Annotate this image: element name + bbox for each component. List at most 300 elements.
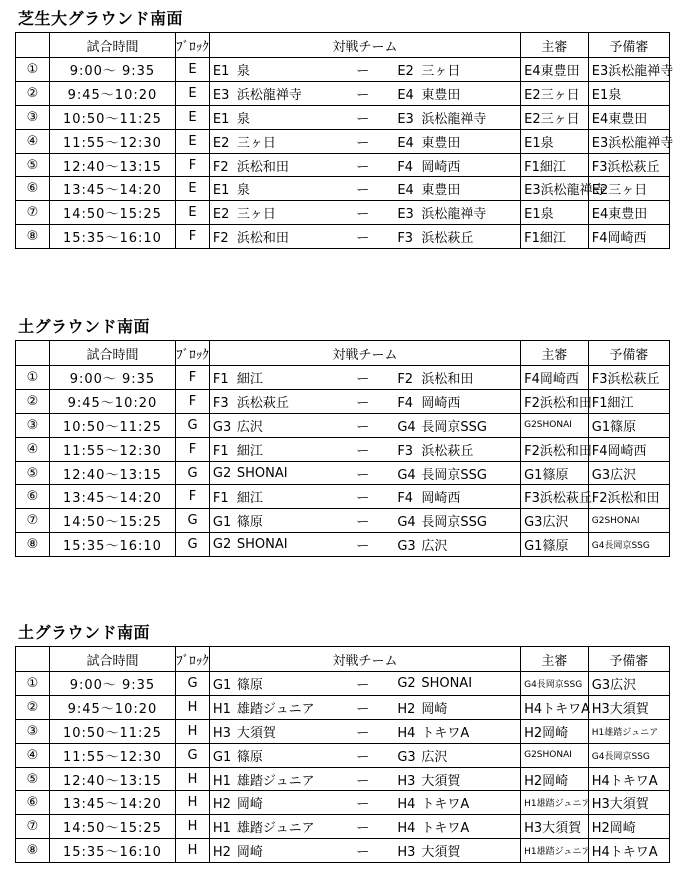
team-2-cell: [394, 695, 520, 719]
match-time: 14:50～15:25: [49, 815, 175, 839]
referee: H1雄踏ジュニア: [521, 839, 589, 863]
referee: G1篠原: [521, 533, 589, 557]
match-time: 10:50～11:25: [49, 105, 175, 129]
team-1-cell: [209, 58, 331, 82]
match-block: G: [176, 672, 210, 696]
team-1-code: F3: [212, 395, 229, 411]
team-2-code: G2: [397, 675, 416, 691]
team-1-cell: [209, 791, 331, 815]
referee: G4長岡京SSG: [521, 672, 589, 696]
match-block: F: [176, 485, 210, 509]
team-1-name: 浜松和田: [236, 231, 289, 247]
team-2-cell: [394, 437, 520, 461]
team-1-code: F1: [212, 371, 229, 387]
team-1-code: F2: [212, 159, 229, 175]
team-1-code: E1: [212, 63, 230, 79]
versus-dash: ー: [331, 485, 394, 509]
team-1-cell: [209, 461, 331, 485]
reserve-referee: E3浜松龍禅寺: [588, 58, 669, 82]
team-2-code: H4: [397, 725, 416, 741]
team-2-cell: [394, 839, 520, 863]
team-2-code: F4: [397, 491, 414, 507]
match-number: ⑦: [16, 201, 50, 225]
section-title: 土グラウンド南面: [18, 623, 151, 642]
match-time: 13:45～14:20: [49, 177, 175, 201]
section-title: 土グラウンド南面: [18, 317, 151, 336]
table-row: [16, 461, 670, 485]
team-2-name: 三ヶ日: [421, 63, 461, 79]
table-row: [16, 437, 670, 461]
team-2-code: E3: [397, 111, 414, 127]
versus-dash: ー: [331, 695, 394, 719]
match-block: H: [176, 695, 210, 719]
team-1-name: 浜松萩丘: [236, 395, 289, 411]
team-1-name: 泉: [236, 183, 250, 199]
versus-dash: ー: [331, 791, 394, 815]
team-2-cell: [394, 509, 520, 533]
team-1-name: 大須賀: [236, 725, 276, 741]
versus-dash: ー: [331, 509, 394, 533]
team-1-code: G2: [212, 537, 232, 553]
referee: G1篠原: [521, 461, 589, 485]
team-1-code: G1: [212, 677, 232, 693]
reserve-referee: E3浜松龍禅寺: [588, 129, 669, 153]
team-1-name: 泉: [236, 111, 250, 127]
team-1-code: H3: [212, 725, 231, 741]
team-2-cell: [394, 225, 520, 249]
match-block: G: [176, 461, 210, 485]
schedule-table: [15, 32, 674, 249]
table-row: [16, 672, 670, 696]
match-time: 15:35～16:10: [49, 839, 175, 863]
versus-dash: ー: [331, 153, 394, 177]
versus-dash: ー: [331, 177, 394, 201]
versus-dash: ー: [331, 533, 394, 557]
versus-dash: ー: [331, 767, 394, 791]
table-row: [16, 839, 670, 863]
team-2-code: F4: [397, 395, 414, 411]
table-row: [16, 719, 670, 743]
team-2-code: G3: [397, 539, 416, 555]
referee: H2岡崎: [521, 719, 589, 743]
match-number: ①: [16, 366, 50, 390]
reserve-referee: E4東豊田: [588, 201, 669, 225]
header-block: ﾌﾞﾛｯｸ: [176, 647, 210, 672]
match-number: ①: [16, 672, 50, 696]
header-num-cell: [16, 33, 50, 58]
team-2-cell: [394, 177, 520, 201]
team-1-code: E2: [212, 207, 230, 223]
reserve-referee: G2SHONAI: [588, 509, 669, 533]
team-1-name: 雄踏ジュニア: [236, 701, 315, 717]
team-1-cell: [209, 743, 331, 767]
referee: F3浜松萩丘: [521, 485, 589, 509]
match-block: F: [176, 153, 210, 177]
header-num-cell: [16, 647, 50, 672]
match-block: E: [176, 177, 210, 201]
team-2-code: F3: [397, 231, 414, 247]
team-1-cell: [209, 485, 331, 509]
team-1-name: 泉: [236, 63, 250, 79]
match-time: 14:50～15:25: [49, 201, 175, 225]
team-1-code: H1: [212, 773, 231, 789]
reserve-referee: E4東豊田: [588, 105, 669, 129]
team-2-code: H4: [397, 797, 416, 813]
header-referee: 主審: [521, 341, 589, 366]
team-1-name: 篠原: [236, 515, 263, 531]
match-time: 12:40～13:15: [49, 461, 175, 485]
match-time: 9:45～10:20: [49, 81, 175, 105]
team-2-cell: [394, 672, 520, 696]
team-2-code: H4: [397, 821, 416, 837]
match-block: G: [176, 413, 210, 437]
team-2-cell: [394, 153, 520, 177]
header-block: ﾌﾞﾛｯｸ: [176, 33, 210, 58]
team-2-name: 浜松龍禅寺: [421, 207, 487, 223]
versus-dash: ー: [331, 672, 394, 696]
reserve-referee: G4長岡京SSG: [588, 743, 669, 767]
reserve-referee: G3広沢: [588, 672, 669, 696]
team-2-code: E4: [397, 135, 414, 151]
team-2-cell: [394, 485, 520, 509]
reserve-referee: F2浜松和田: [588, 485, 669, 509]
table-row: [16, 177, 670, 201]
team-2-name: 長岡京SSG: [421, 419, 487, 435]
team-1-cell: [209, 201, 331, 225]
team-2-cell: [394, 81, 520, 105]
table-row: [16, 509, 670, 533]
match-time: 11:55～12:30: [49, 437, 175, 461]
match-number: ⑦: [16, 509, 50, 533]
team-1-cell: [209, 719, 331, 743]
team-2-name: 岡崎西: [421, 395, 461, 411]
reserve-referee: H4トキワA: [588, 767, 669, 791]
referee: E2三ヶ日: [521, 81, 589, 105]
team-2-name: SHONAI: [421, 675, 473, 691]
match-block: H: [176, 791, 210, 815]
reserve-referee: H1雄踏ジュニア: [588, 719, 669, 743]
reserve-referee: G1篠原: [588, 413, 669, 437]
team-1-cell: [209, 533, 331, 557]
header-referee: 主審: [521, 33, 589, 58]
team-1-cell: [209, 695, 331, 719]
team-1-code: E2: [212, 135, 230, 151]
match-time: 15:35～16:10: [49, 225, 175, 249]
team-1-code: G1: [212, 515, 232, 531]
team-1-cell: [209, 389, 331, 413]
header-reserve: 予備審: [588, 33, 669, 58]
team-1-code: E1: [212, 111, 230, 127]
match-number: ⑧: [16, 839, 50, 863]
reserve-referee: E1泉: [588, 81, 669, 105]
team-2-name: 浜松和田: [421, 371, 474, 387]
match-time: 9:45～10:20: [49, 695, 175, 719]
team-1-cell: [209, 153, 331, 177]
match-time: 9:00～ 9:35: [49, 672, 175, 696]
team-2-code: G4: [397, 467, 416, 483]
match-number: ⑥: [16, 177, 50, 201]
team-1-name: 浜松龍禅寺: [236, 87, 302, 103]
team-2-cell: [394, 719, 520, 743]
table-row: [16, 485, 670, 509]
team-2-code: H2: [397, 701, 416, 717]
header-time: 試合時間: [49, 341, 175, 366]
reserve-referee: H2岡崎: [588, 815, 669, 839]
team-2-name: トキワA: [421, 821, 470, 837]
versus-dash: ー: [331, 839, 394, 863]
table-row: [16, 129, 670, 153]
header-match: 対戦チーム: [209, 341, 520, 366]
reserve-referee: E2三ヶ日: [588, 177, 669, 201]
match-time: 9:00～ 9:35: [49, 58, 175, 82]
team-2-code: G4: [397, 419, 416, 435]
team-1-code: G2: [212, 465, 232, 481]
team-2-code: F3: [397, 443, 414, 459]
match-time: 13:45～14:20: [49, 791, 175, 815]
team-2-name: トキワA: [421, 797, 470, 813]
team-2-cell: [394, 767, 520, 791]
match-time: 11:55～12:30: [49, 743, 175, 767]
match-number: ⑥: [16, 485, 50, 509]
match-time: 15:35～16:10: [49, 533, 175, 557]
table-row: [16, 366, 670, 390]
reserve-referee: G3広沢: [588, 461, 669, 485]
versus-dash: ー: [331, 81, 394, 105]
match-number: ⑦: [16, 815, 50, 839]
reserve-referee: H3大須賀: [588, 791, 669, 815]
header-reserve: 予備審: [588, 341, 669, 366]
team-2-code: G4: [397, 515, 416, 531]
team-1-name: SHONAI: [236, 537, 288, 553]
team-1-name: SHONAI: [236, 465, 288, 481]
match-block: E: [176, 58, 210, 82]
referee: F2浜松和田: [521, 437, 589, 461]
team-2-cell: [394, 58, 520, 82]
match-time: 11:55～12:30: [49, 129, 175, 153]
match-number: ⑤: [16, 767, 50, 791]
match-block: H: [176, 815, 210, 839]
team-1-cell: [209, 672, 331, 696]
team-1-name: 広沢: [236, 419, 263, 435]
header-row: [16, 341, 670, 366]
referee: F4岡崎西: [521, 366, 589, 390]
match-time: 9:45～10:20: [49, 389, 175, 413]
match-time: 12:40～13:15: [49, 153, 175, 177]
team-1-code: F2: [212, 231, 229, 247]
team-1-cell: [209, 81, 331, 105]
team-1-cell: [209, 129, 331, 153]
match-time: 10:50～11:25: [49, 719, 175, 743]
referee: G2SHONAI: [521, 413, 589, 437]
team-2-name: 東豊田: [421, 135, 461, 151]
team-2-name: 浜松龍禅寺: [421, 111, 487, 127]
team-1-name: 雄踏ジュニア: [236, 821, 315, 837]
versus-dash: ー: [331, 58, 394, 82]
match-number: ②: [16, 695, 50, 719]
match-block: E: [176, 129, 210, 153]
table-row: [16, 533, 670, 557]
referee: F2浜松和田: [521, 389, 589, 413]
team-2-code: F2: [397, 371, 414, 387]
match-block: H: [176, 839, 210, 863]
versus-dash: ー: [331, 437, 394, 461]
team-1-cell: [209, 839, 331, 863]
reserve-referee: H3大須賀: [588, 695, 669, 719]
table-row: [16, 153, 670, 177]
match-time: 9:00～ 9:35: [49, 366, 175, 390]
match-number: ⑥: [16, 791, 50, 815]
team-1-code: F1: [212, 491, 229, 507]
team-1-cell: [209, 437, 331, 461]
match-block: H: [176, 719, 210, 743]
team-1-code: F1: [212, 443, 229, 459]
versus-dash: ー: [331, 201, 394, 225]
versus-dash: ー: [331, 105, 394, 129]
table-row: [16, 743, 670, 767]
team-2-name: 長岡京SSG: [421, 467, 487, 483]
header-reserve: 予備審: [588, 647, 669, 672]
match-number: ⑧: [16, 533, 50, 557]
team-1-name: 細江: [236, 371, 263, 387]
team-1-name: 細江: [236, 491, 263, 507]
match-number: ④: [16, 743, 50, 767]
team-2-cell: [394, 533, 520, 557]
match-number: ④: [16, 437, 50, 461]
team-2-cell: [394, 743, 520, 767]
match-number: ②: [16, 81, 50, 105]
referee: E1泉: [521, 129, 589, 153]
referee: H4トキワA: [521, 695, 589, 719]
versus-dash: ー: [331, 225, 394, 249]
team-1-name: 浜松和田: [236, 159, 289, 175]
versus-dash: ー: [331, 719, 394, 743]
header-num-cell: [16, 341, 50, 366]
reserve-referee: F4岡崎西: [588, 225, 669, 249]
table-row: [16, 105, 670, 129]
referee: G3広沢: [521, 509, 589, 533]
referee: H1雄踏ジュニア: [521, 791, 589, 815]
header-time: 試合時間: [49, 33, 175, 58]
team-2-name: 岡崎: [421, 701, 448, 717]
schedule-table: [15, 646, 670, 863]
match-time: 10:50～11:25: [49, 413, 175, 437]
team-2-name: 大須賀: [421, 773, 461, 789]
table-row: [16, 225, 670, 249]
team-2-cell: [394, 389, 520, 413]
team-2-code: E3: [397, 207, 414, 223]
team-2-cell: [394, 129, 520, 153]
header-match: 対戦チーム: [209, 33, 520, 58]
team-2-cell: [394, 413, 520, 437]
team-2-cell: [394, 815, 520, 839]
team-1-cell: [209, 767, 331, 791]
referee: E2三ヶ日: [521, 105, 589, 129]
referee: E4東豊田: [521, 58, 589, 82]
team-1-name: 雄踏ジュニア: [236, 773, 315, 789]
team-1-name: 三ヶ日: [236, 135, 276, 151]
table-row: [16, 815, 670, 839]
team-2-code: G3: [397, 749, 416, 765]
team-1-cell: [209, 366, 331, 390]
versus-dash: ー: [331, 815, 394, 839]
versus-dash: ー: [331, 413, 394, 437]
reserve-referee: F3浜松萩丘: [588, 366, 669, 390]
versus-dash: ー: [331, 461, 394, 485]
versus-dash: ー: [331, 389, 394, 413]
team-1-code: E3: [212, 87, 230, 103]
table-row: [16, 81, 670, 105]
referee: E3浜松龍禅寺: [521, 177, 589, 201]
referee: F1細江: [521, 153, 589, 177]
team-1-cell: [209, 105, 331, 129]
reserve-referee: F3浜松萩丘: [588, 153, 669, 177]
team-2-cell: [394, 461, 520, 485]
header-block: ﾌﾞﾛｯｸ: [176, 341, 210, 366]
team-2-name: 浜松萩丘: [421, 231, 474, 247]
team-1-name: 岡崎: [236, 845, 263, 861]
table-row: [16, 791, 670, 815]
table-row: [16, 58, 670, 82]
versus-dash: ー: [331, 743, 394, 767]
match-number: ⑤: [16, 461, 50, 485]
team-1-name: 篠原: [236, 749, 263, 765]
team-1-cell: [209, 509, 331, 533]
referee: H3大須賀: [521, 815, 589, 839]
team-1-code: H2: [212, 797, 231, 813]
match-number: ④: [16, 129, 50, 153]
match-number: ①: [16, 58, 50, 82]
versus-dash: ー: [331, 129, 394, 153]
table-row: [16, 201, 670, 225]
team-2-code: F4: [397, 159, 414, 175]
schedule-table: [15, 340, 670, 557]
team-1-cell: [209, 225, 331, 249]
match-block: H: [176, 767, 210, 791]
team-2-code: E4: [397, 183, 414, 199]
reserve-referee: H4トキワA: [588, 839, 669, 863]
header-time: 試合時間: [49, 647, 175, 672]
team-2-code: H3: [397, 773, 416, 789]
header-match: 対戦チーム: [209, 647, 520, 672]
match-time: 14:50～15:25: [49, 509, 175, 533]
table-row: [16, 695, 670, 719]
team-1-code: H2: [212, 845, 231, 861]
team-1-code: E1: [212, 183, 230, 199]
match-number: ⑧: [16, 225, 50, 249]
team-1-code: G1: [212, 749, 232, 765]
table-row: [16, 413, 670, 437]
match-number: ③: [16, 105, 50, 129]
match-block: F: [176, 366, 210, 390]
team-2-code: E2: [397, 63, 414, 79]
referee: E1泉: [521, 201, 589, 225]
match-block: E: [176, 81, 210, 105]
table-row: [16, 389, 670, 413]
team-1-cell: [209, 413, 331, 437]
match-block: G: [176, 743, 210, 767]
match-block: G: [176, 509, 210, 533]
team-2-name: 浜松萩丘: [421, 443, 474, 459]
team-1-code: H1: [212, 821, 231, 837]
match-block: F: [176, 225, 210, 249]
reserve-referee: F4岡崎西: [588, 437, 669, 461]
team-2-name: 広沢: [421, 749, 448, 765]
team-2-name: 東豊田: [421, 183, 461, 199]
team-2-cell: [394, 105, 520, 129]
match-number: ③: [16, 413, 50, 437]
team-1-cell: [209, 815, 331, 839]
team-2-name: 大須賀: [421, 845, 461, 861]
